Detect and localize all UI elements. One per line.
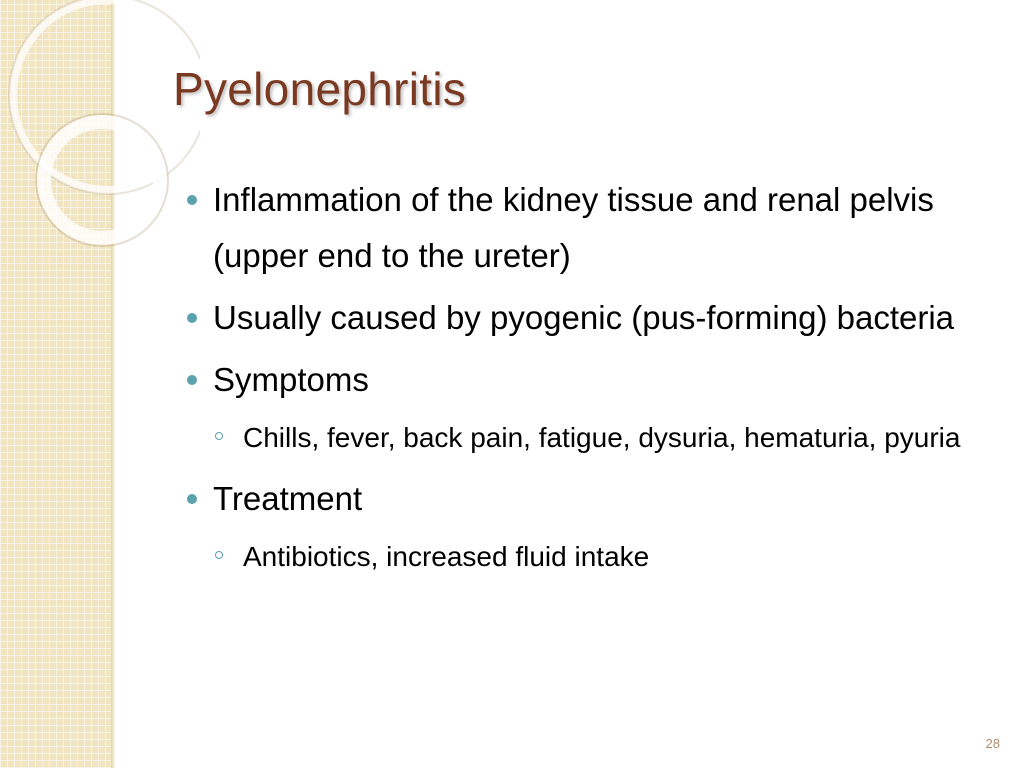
bullet-list: [186, 172, 996, 590]
sub-bullet-text: Chills, fever, back pain, fatigue, dysuria, hematuria, pyuria: [243, 422, 961, 453]
sub-bullet-item: [243, 533, 996, 580]
bullet-text: Treatment: [213, 480, 363, 517]
bullet-dot-icon: [187, 494, 197, 504]
decorative-rings: [0, 0, 200, 260]
bullet-item: [186, 352, 996, 408]
bullet-item: [186, 290, 996, 346]
sub-bullet-text: Antibiotics, increased fluid intake: [243, 541, 650, 572]
slide-title: Pyelonephritis: [173, 63, 467, 115]
bullet-dot-icon: [187, 195, 197, 205]
bullet-item: [186, 172, 996, 284]
bullet-text: Symptoms: [213, 361, 369, 398]
bullet-item: [186, 471, 996, 527]
bullet-dot-icon: [187, 375, 197, 385]
sub-bullet-circle-icon: [215, 551, 223, 559]
sub-bullet-circle-icon: [215, 432, 223, 440]
bullet-text: Inflammation of the kidney tissue and renal pelvis (upper end to the ureter): [213, 181, 934, 274]
bullet-text: Usually caused by pyogenic (pus-forming) bacteria: [213, 299, 955, 336]
sub-bullet-item: [243, 414, 996, 461]
page-number: 28: [985, 736, 1000, 751]
bullet-dot-icon: [187, 313, 197, 323]
